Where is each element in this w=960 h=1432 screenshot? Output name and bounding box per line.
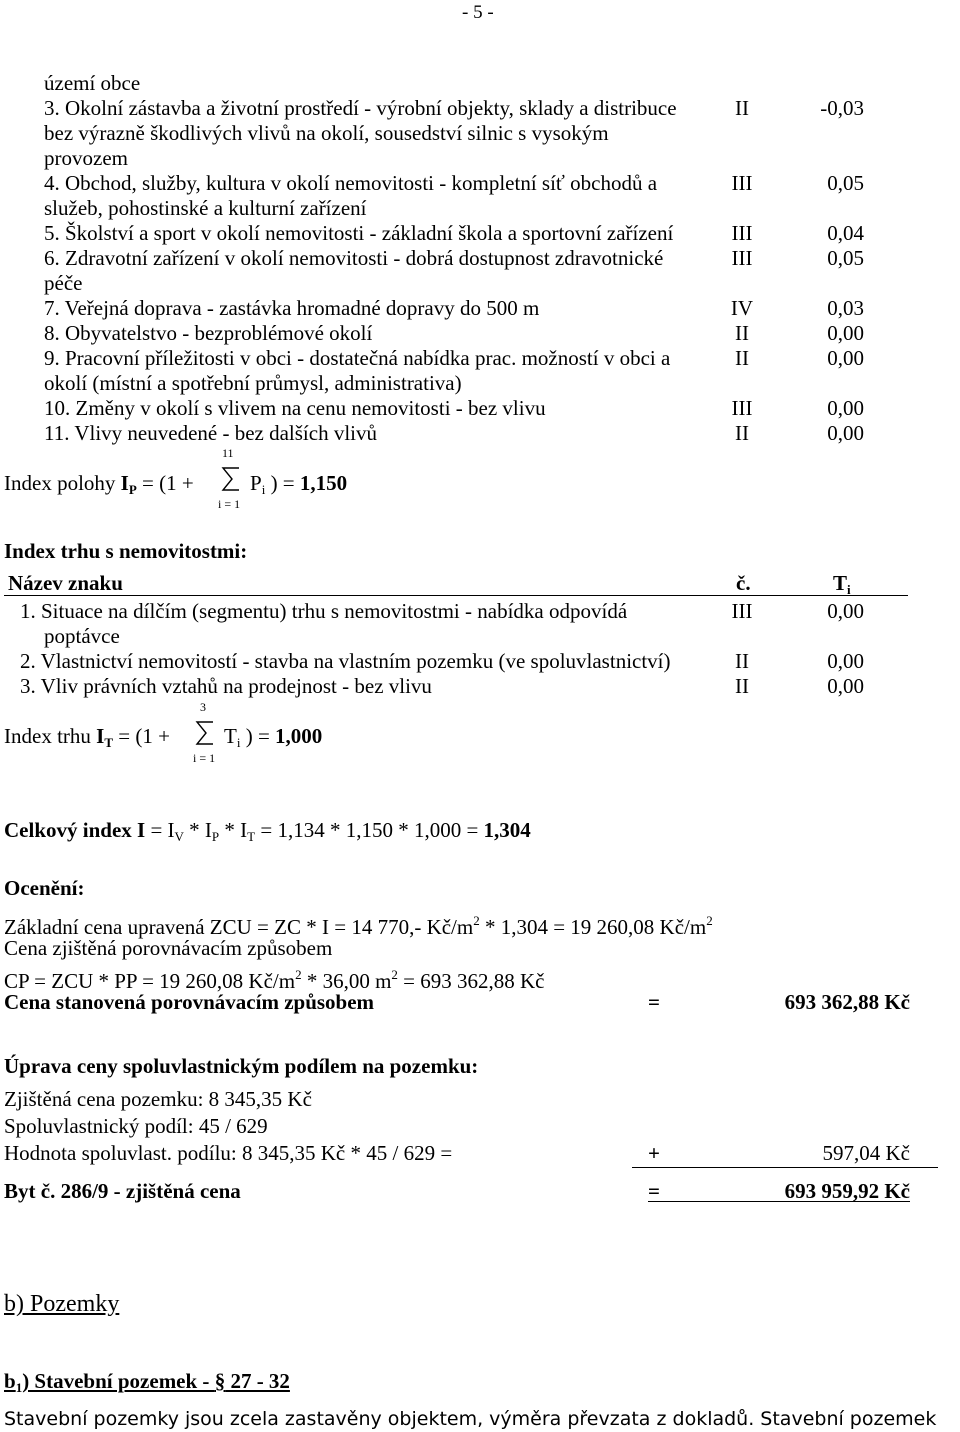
market-header-rule xyxy=(4,595,908,596)
location-row-class: III xyxy=(731,171,753,195)
location-row-text: 7. Veřejná doprava - zastávka hromadné dopravy do 500 m xyxy=(44,296,540,320)
page-number: - 5 - xyxy=(462,2,494,23)
label: Index trhu xyxy=(4,724,97,748)
label: Index polohy xyxy=(4,471,121,495)
market-row-class: III xyxy=(731,599,753,623)
formula-part: = (1 + xyxy=(113,724,170,748)
index-trhu-right xyxy=(224,723,322,756)
location-row-text: 6. Zdravotní zařízení v okolí nemovitosti - dobrá dostupnost zdravotnické xyxy=(44,246,664,270)
stated-price-label: Cena stanovená porovnávacím způsobem xyxy=(4,990,375,1014)
location-row-value: 0,00 xyxy=(827,421,864,445)
location-row-class: II xyxy=(735,421,749,445)
term: $P_i$ xyxy=(250,471,266,497)
valuation-heading: Ocenění: xyxy=(4,876,85,900)
total-index-label: Celkový index I xyxy=(4,818,146,842)
location-row-text: 9. Pracovní příležitosti v obci - dostatečná nabídka prac. možností v obci a xyxy=(44,346,671,370)
location-row-text: bez výrazně škodlivých vlivů na okolí, sousedství silnic s vysokým xyxy=(44,121,609,145)
location-row-text: 11. Vlivy neuvedené - bez dalších vlivů xyxy=(44,421,377,445)
index-trhu-result: 1,000 xyxy=(275,724,323,748)
zcu-line: Základní cena upravená ZCU = ZC * I = 14 770,- $Kč/m^2 * 1,304 = 19$ 260,08 $Kč/m^2$ xyxy=(4,913,713,939)
location-row-text: péče xyxy=(44,271,83,295)
adjustment-heading: Úprava ceny spoluvlastnickým podílem na pozemku: xyxy=(4,1054,479,1078)
location-row-value: 0,05 xyxy=(827,171,864,195)
market-row-text: 1. Situace na dílčím (segmentu) trhu s nemovitostmi - nabídka odpovídá xyxy=(20,599,628,623)
location-row-text: 3. Okolní zástavba a životní prostředí - výrobní objekty, sklady a distribuce xyxy=(44,96,677,120)
sigma-icon xyxy=(221,466,241,492)
final-underline xyxy=(648,1201,910,1202)
location-row-text: provozem xyxy=(44,146,128,170)
paragraph-mark-icon: § xyxy=(214,1369,226,1393)
stated-price-value: 693 362,88 Kč xyxy=(784,990,910,1014)
sum-rule xyxy=(632,1167,938,1168)
market-row-value: 0,00 xyxy=(827,599,864,623)
formula-part: = (1 + xyxy=(136,471,194,495)
sum-upper-limit: 3 xyxy=(200,700,206,714)
location-row-class: IV xyxy=(730,296,754,320)
sum-upper-limit: 11 xyxy=(222,446,234,460)
location-row-class: II xyxy=(735,96,749,120)
location-row-class: III xyxy=(731,246,753,270)
location-row-class: III xyxy=(731,396,753,420)
market-row-text: poptávce xyxy=(44,624,120,648)
section-b-body: Stavební pozemky jsou zcela zastavěny objektem, výměra převzata z dokladů. Stavební pozemek xyxy=(4,1408,937,1430)
sum-lower-limit: i = 1 xyxy=(193,751,216,765)
market-row-value: 0,00 xyxy=(827,674,864,698)
section-b1-heading: $b_1$) Stavební pozemek - § 27 - 32 xyxy=(4,1369,290,1395)
location-row-text: služeb, pohostinské a kulturní zařízení xyxy=(44,196,367,220)
market-col-no: č. xyxy=(736,571,751,595)
final-price-label: Byt č. 286/9 - zjištěná cena xyxy=(4,1179,241,1203)
market-col-t: $T_i$ xyxy=(833,571,851,597)
market-col-name: Název znaku xyxy=(8,571,123,595)
index-trhu-left xyxy=(4,723,170,756)
index-polohy-result: 1,150 xyxy=(299,471,348,495)
total-index-result: 1,304 xyxy=(483,818,531,842)
formula-part: ) = xyxy=(265,471,300,495)
market-row-class: II xyxy=(735,649,749,673)
adjustment-line-3-value: 597,04 Kč xyxy=(822,1141,910,1165)
term: $T_i$ xyxy=(224,724,241,750)
location-row-value: 0,04 xyxy=(827,221,864,245)
index-polohy-left xyxy=(4,470,194,503)
cp-line: CP = ZCU * PP = 19 260,08 $Kč/m^2 * 36,00$ $m^2 = 693$ 362,88 Kč xyxy=(4,967,545,993)
method-line: Cena zjištěná porovnávacím způsobem xyxy=(4,936,333,960)
adjustment-line-1: Zjištěná cena pozemku: 8 345,35 Kč xyxy=(4,1087,312,1111)
location-row-value: 0,05 xyxy=(827,246,864,270)
stated-price-eq: = xyxy=(648,990,660,1014)
formula-part: ) = xyxy=(240,724,276,748)
market-row-class: II xyxy=(735,674,749,698)
plus-sign: + xyxy=(648,1141,660,1165)
adjustment-line-2: Spoluvlastnický podíl: 45 / 629 xyxy=(4,1114,268,1138)
market-row-text: 2. Vlastnictví nemovitostí - stavba na vlastním pozemku (ve spoluvlastnictví) xyxy=(20,649,671,673)
total-index: Celkový index $I = I_V * I_P * I_T = 1,134 * 1,150 * 1,000 = 1,304$ xyxy=(4,818,531,844)
location-row-value: 0,03 xyxy=(827,296,864,320)
location-row-class: III xyxy=(731,221,753,245)
location-row-text: 10. Změny v okolí s vlivem na cenu nemovitosti - bez vlivu xyxy=(44,396,546,420)
location-row-value: -0,03 xyxy=(820,96,864,120)
market-row-value: 0,00 xyxy=(827,649,864,673)
location-row-text: 5. Školství a sport v okolí nemovitosti - základní škola a sportovní zařízení xyxy=(44,221,674,245)
symbol: $I_P$ xyxy=(120,471,137,497)
section-b-heading: b) Pozemky xyxy=(4,1291,120,1317)
adjustment-line-3: Hodnota spoluvlast. podílu: 8 345,35 Kč * 45 / 629 = xyxy=(4,1141,453,1165)
market-row-text: 3. Vliv právních vztahů na prodejnost - bez vlivu xyxy=(20,674,432,698)
sum-lower-limit: i = 1 xyxy=(218,497,241,511)
location-row-class: II xyxy=(735,321,749,345)
location-row-text: okolí (místní a spotřební průmysl, administrativa) xyxy=(44,371,462,395)
index-polohy-right xyxy=(250,470,347,503)
location-row-value: 0,00 xyxy=(827,346,864,370)
final-price-eq: = xyxy=(648,1179,660,1203)
location-row-text: 8. Obyvatelstvo - bezproblémové okolí xyxy=(44,321,373,345)
symbol: $I_T$ xyxy=(96,724,114,750)
location-row-value: 0,00 xyxy=(827,396,864,420)
location-row-text: 4. Obchod, služby, kultura v okolí nemovitosti - kompletní síť obchodů a xyxy=(44,171,658,195)
sigma-icon xyxy=(195,720,215,746)
location-row-text: území obce xyxy=(44,71,141,95)
final-price-value: 693 959,92 Kč xyxy=(784,1179,910,1203)
location-row-value: 0,00 xyxy=(827,321,864,345)
location-row-class: II xyxy=(735,346,749,370)
market-heading: Index trhu s nemovitostmi: xyxy=(4,539,248,563)
